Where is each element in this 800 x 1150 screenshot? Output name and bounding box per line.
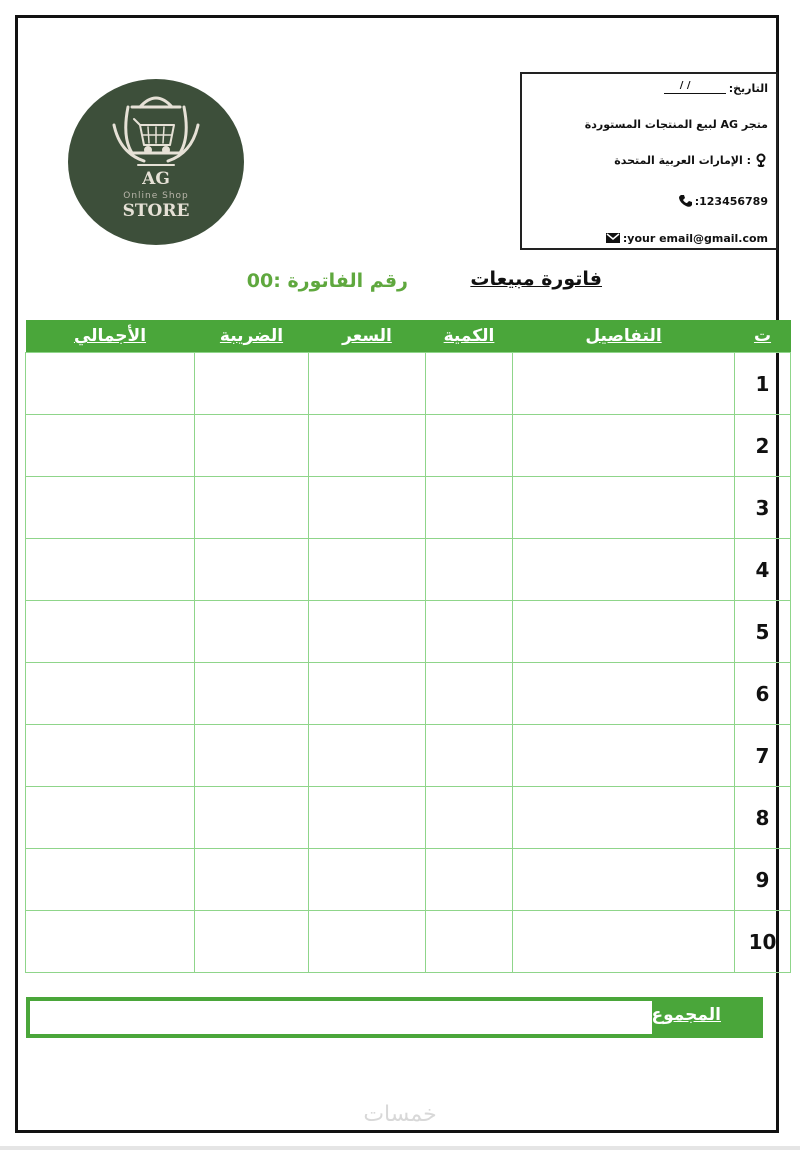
cell-total[interactable]: [26, 725, 195, 787]
cell-total[interactable]: [26, 787, 195, 849]
header-details: التفاصيل: [513, 320, 735, 353]
row-number: 6: [735, 663, 791, 725]
envelope-icon: [606, 231, 620, 245]
cell-total[interactable]: [26, 415, 195, 477]
total-field[interactable]: [29, 1000, 653, 1035]
logo-text-store: STORE: [122, 201, 190, 221]
invoice-number: رقم الفاتورة :00: [246, 270, 408, 292]
date-line: [664, 82, 768, 95]
cell-total[interactable]: [26, 911, 195, 973]
date-label: التاريخ:: [728, 82, 768, 95]
table-row: [26, 601, 791, 663]
cell-price[interactable]: [309, 663, 426, 725]
store-info-box: [520, 72, 778, 250]
cell-price[interactable]: [309, 353, 426, 415]
cell-details[interactable]: [513, 725, 735, 787]
cell-total[interactable]: [26, 663, 195, 725]
table-row: [26, 849, 791, 911]
cell-details[interactable]: [513, 539, 735, 601]
table-row: [26, 787, 791, 849]
table-row: [26, 415, 791, 477]
phone-line: [678, 194, 768, 208]
cell-total[interactable]: [26, 849, 195, 911]
cell-total[interactable]: [26, 539, 195, 601]
cell-details[interactable]: [513, 353, 735, 415]
invoice-title: فاتورة مبيعات: [470, 268, 602, 290]
cell-details[interactable]: [513, 849, 735, 911]
cell-details[interactable]: [513, 415, 735, 477]
items-table-wrap: [25, 320, 793, 973]
items-table: [25, 320, 791, 973]
cell-price[interactable]: [309, 725, 426, 787]
row-number: 4: [735, 539, 791, 601]
cell-total[interactable]: [26, 601, 195, 663]
cell-price[interactable]: [309, 911, 426, 973]
table-header-row: [26, 320, 791, 353]
logo-tagline: Online Shop: [123, 191, 189, 201]
header-tax: الضريبة: [195, 320, 309, 353]
cell-quantity[interactable]: [426, 663, 513, 725]
phone-text: 123456789:: [694, 194, 768, 208]
table-row: [26, 663, 791, 725]
cell-details[interactable]: [513, 911, 735, 973]
store-name-line: [585, 118, 768, 131]
location-text: : الإمارات العربية المتحدة: [614, 153, 751, 167]
row-number: 8: [735, 787, 791, 849]
header-index: ت: [735, 320, 791, 353]
total-label: المجموع: [651, 1005, 721, 1025]
cell-price[interactable]: [309, 849, 426, 911]
total-bar: [26, 997, 763, 1038]
cell-price[interactable]: [309, 601, 426, 663]
cell-tax[interactable]: [195, 725, 309, 787]
cell-tax[interactable]: [195, 539, 309, 601]
date-slashes: / /: [679, 80, 691, 91]
cell-quantity[interactable]: [426, 725, 513, 787]
cell-price[interactable]: [309, 415, 426, 477]
header-total: الأجمالي: [26, 320, 195, 353]
table-row: [26, 911, 791, 973]
store-logo: [68, 79, 244, 245]
cell-details[interactable]: [513, 663, 735, 725]
cell-quantity[interactable]: [426, 415, 513, 477]
cell-quantity[interactable]: [426, 601, 513, 663]
cell-details[interactable]: [513, 601, 735, 663]
row-number: 1: [735, 353, 791, 415]
cell-tax[interactable]: [195, 601, 309, 663]
cell-tax[interactable]: [195, 787, 309, 849]
location-line: [614, 153, 768, 167]
cell-tax[interactable]: [195, 663, 309, 725]
cell-tax[interactable]: [195, 911, 309, 973]
date-field[interactable]: [664, 80, 726, 94]
row-number: 5: [735, 601, 791, 663]
phone-icon: [678, 194, 692, 208]
table-row: [26, 353, 791, 415]
bottom-rule: [0, 1146, 800, 1150]
cell-quantity[interactable]: [426, 477, 513, 539]
email-text: your email@gmail.com:: [622, 231, 768, 245]
header-price: السعر: [309, 320, 426, 353]
row-number: 7: [735, 725, 791, 787]
cell-quantity[interactable]: [426, 849, 513, 911]
cell-quantity[interactable]: [426, 539, 513, 601]
cell-quantity[interactable]: [426, 911, 513, 973]
row-number: 3: [735, 477, 791, 539]
row-number: 9: [735, 849, 791, 911]
table-row: [26, 539, 791, 601]
cell-tax[interactable]: [195, 415, 309, 477]
cell-tax[interactable]: [195, 849, 309, 911]
table-row: [26, 725, 791, 787]
cell-price[interactable]: [309, 539, 426, 601]
cell-total[interactable]: [26, 353, 195, 415]
cell-total[interactable]: [26, 477, 195, 539]
row-number: 10: [735, 911, 791, 973]
store-name: متجر AG لبيع المنتجات المستوردة: [584, 118, 768, 131]
header-quantity: الكمية: [426, 320, 513, 353]
cell-details[interactable]: [513, 787, 735, 849]
cell-tax[interactable]: [195, 353, 309, 415]
cell-quantity[interactable]: [426, 787, 513, 849]
cell-details[interactable]: [513, 477, 735, 539]
email-line: [606, 231, 768, 245]
cell-tax[interactable]: [195, 477, 309, 539]
cell-price[interactable]: [309, 477, 426, 539]
row-number: 2: [735, 415, 791, 477]
title-row: [0, 268, 800, 298]
cell-price[interactable]: [309, 787, 426, 849]
watermark: خمسات: [363, 1102, 437, 1127]
logo-text-ag: AG: [142, 169, 170, 189]
table-row: [26, 477, 791, 539]
cell-quantity[interactable]: [426, 353, 513, 415]
location-pin-icon: [754, 153, 768, 167]
